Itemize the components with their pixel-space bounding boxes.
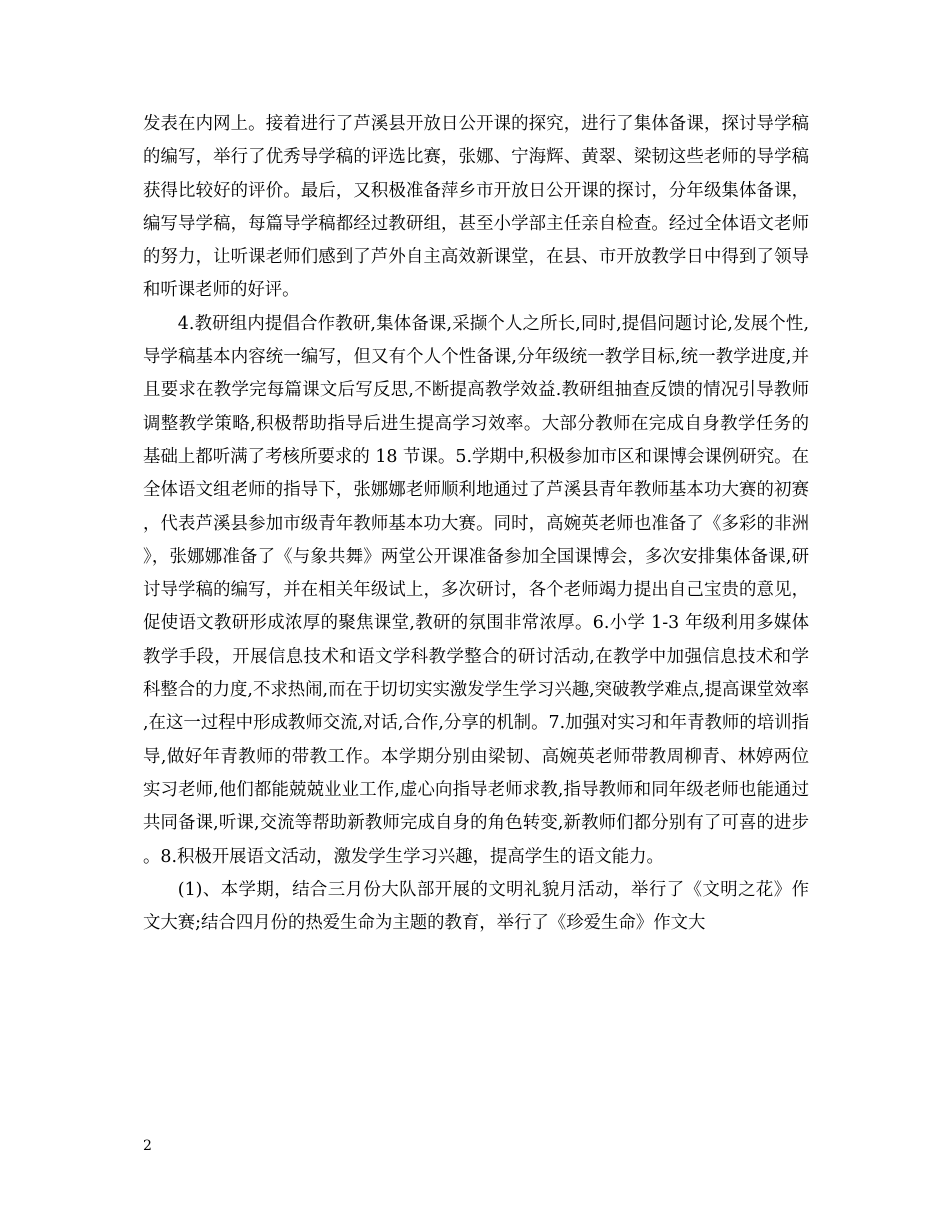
document-body [143, 108, 809, 940]
page-number: 2 [143, 1138, 152, 1154]
paragraph-activities: (1)、本学期，结合三月份大队部开展的文明礼貌月活动，举行了《文明之花》作文大赛;结合四月份的热爱生命为主题的教育，举行了《珍爱生命》作文大 [143, 879, 809, 934]
paragraph-continued: 发表在内网上。接着进行了芦溪县开放日公开课的探究，进行了集体备课，探讨导学稿的编写，举行了优秀导学稿的评选比赛，张娜、宁海辉、黄翠、梁韧这些老师的导学稿获得比较好的评价。最后，又积极准备萍乡市开放日公开课的探讨，分年级集体备课，编写导学稿，每篇导学稿都经过教研组，甚至小学部主任亲自检查。经过全体语文老师的努力，让听课老师们感到了芦外自主高效新课堂，在县、市开放教学日中得到了领导和听课老师的好评。 [143, 114, 809, 301]
paragraph-teaching-research: 4.教研组内提倡合作教研,集体备课,采撷个人之所长,同时,提倡问题讨论,发展个性,导学稿基本内容统一编写，但又有个人个性备课,分年级统一教学目标,统一教学进度,并且要求在教学完每篇课文后写反思,不断提高教学效益.教研组抽查反馈的情况引导教师调整教学策略,积极帮助指导后进生提高学习效率。大部分教师在完成自身教学任务的基础上都听满了考核所要求的 18 节课。5.学期中,积极参加市区和课博会课例研究。在全体语文组老师的指导下，张娜娜老师顺利地通过了芦溪县青年教师基本功大赛的初赛，代表芦溪县参加市级青年教师基本功大赛。同时，高婉英老师也准备了《多彩的非洲》，张娜娜准备了《与象共舞》两堂公开课准备参加全国课博会，多次安排集体备课,研讨导学稿的编写，并在相关年级试上，多次研讨，各个老师竭力提出自己宝贵的意见，促使语文教研形成浓厚的聚焦课堂,教研的氛围非常浓厚。6.小学 1-3 年级利用多媒体教学手段，开展信息技术和语文学科教学整合的研讨活动,在教学中加强信息技术和学科整合的力度,不求热闹,而在于切切实实激发学生学习兴趣,突破教学难点,提高课堂效率,在这一过程中形成教师交流,对话,合作,分享的机制。7.加强对实习和年青教师的培训指导,做好年青教师的带教工作。本学期分别由梁韧、高婉英老师带教周柳青、林婷两位实习老师,他们都能兢兢业业工作,虚心向指导老师求教,指导教师和同年级老师也能通过共同备课,听课,交流等帮助新教师完成自身的角色转变,新教师们都分别有了可喜的进步。8.积极开展语文活动，激发学生学习兴趣，提高学生的语文能力。 [143, 313, 809, 867]
